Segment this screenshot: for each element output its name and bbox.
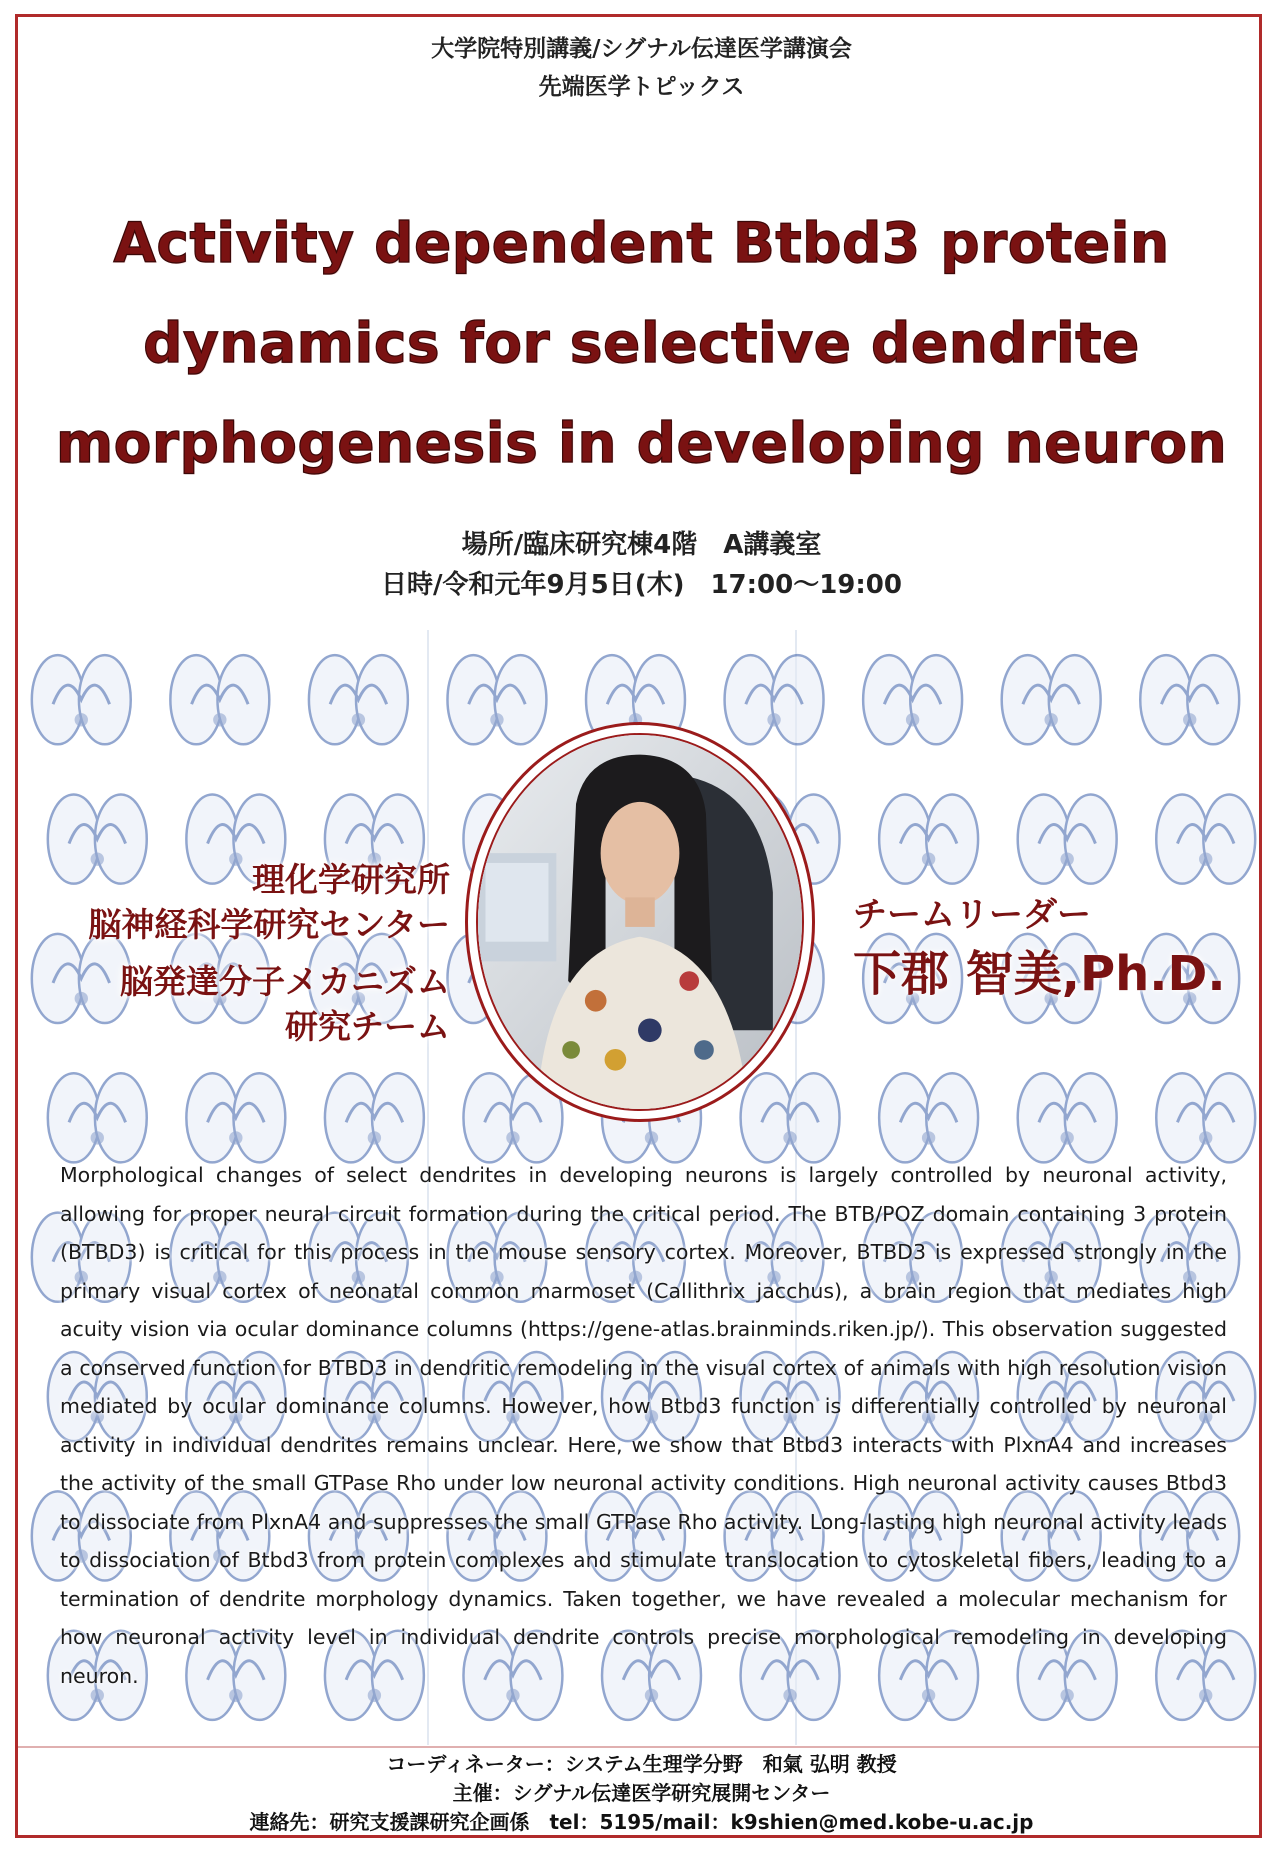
brain-section	[309, 655, 408, 744]
venue-place: 場所/臨床研究棟4階 A講義室	[461, 530, 822, 560]
speaker-affiliation	[88, 857, 450, 1049]
affiliation-line-2: 脳神経科学研究センター	[88, 905, 450, 944]
brain-section	[1156, 794, 1255, 883]
speaker-portrait-icon	[476, 733, 804, 1111]
speaker-photo-frame	[465, 722, 815, 1122]
event-footer	[0, 1750, 1283, 1837]
brain-section	[325, 1073, 424, 1162]
brain-section	[186, 1073, 285, 1162]
speaker-name: 下郡 智美,Ph.D.	[853, 946, 1226, 1002]
lecture-title-line-1: Activity dependent Btbd3 protein	[113, 211, 1170, 275]
lecture-abstract: Morphological changes of select dendrites in developing neurons is largely controlled by neuronal activity, allowing for proper neural circuit formation during the critical period. The BTB/POZ domain containing 3 protein (BTBD3) is critical for this process in the mouse sensory cortex. Moreover, BTBD3 is expressed strongly in the primary visual cortex of neonatal common marmoset (Callithrix jacchus), a brain region that mediates high acuity vision via ocular dominance columns (https://gene-atlas.brainminds.riken.jp/). This observation suggested a conserved function for BTBD3 in dendritic remodeling in the visual cortex of animals with high resolution vision mediated by ocular dominance columns. However, how Btbd3 function is differentially controlled by neuronal activity in individual dendrites remains unclear. Here, we show that Btbd3 interacts with PlxnA4 and increases the activity of the small GTPase Rho under low neuronal activity conditions. High neuronal activity causes Btbd3 to dissociate from PlxnA4 and suppresses the small GTPase Rho activity. Long-lasting high neuronal activity leads to dissociation of Btbd3 from protein complexes and stimulate translocation to cytoskeletal fibers, leading to a termination of dendrite morphology dynamics. Taken together, we have revealed a molecular mechanism for how neuronal activity level in individual dendrite controls precise morphological remodeling in developing neuron.	[60, 1163, 1227, 1688]
brain-section	[170, 655, 269, 744]
brain-section	[32, 655, 131, 744]
event-header	[0, 30, 1283, 106]
venue-datetime: 日時/令和元年9月5日(木) 17:00～19:00	[381, 570, 902, 600]
brain-section	[879, 794, 978, 883]
coordinator-line: コーディネーター：システム生理学分野 和氣 弘明 教授	[386, 1752, 897, 1776]
affiliation-line-4: 研究チーム	[285, 1007, 450, 1046]
brain-section	[1018, 1073, 1117, 1162]
brain-section	[1002, 655, 1101, 744]
event-series-title: 大学院特別講義/シグナル伝達医学講演会	[431, 36, 852, 62]
speaker-role: チームリーダー	[853, 895, 1091, 935]
lecture-title-line-3: morphogenesis in developing neuron	[55, 411, 1228, 475]
lecture-title	[40, 193, 1243, 493]
organizer-line: 主催：シグナル伝達医学研究展開センター	[452, 1781, 831, 1805]
event-subtitle: 先端医学トピックス	[538, 74, 745, 100]
footer-divider	[18, 1746, 1259, 1748]
brain-section	[1018, 794, 1117, 883]
brain-section	[725, 655, 824, 744]
affiliation-line-3: 脳発達分子メカニズム	[120, 962, 450, 1001]
brain-section	[1156, 1073, 1255, 1162]
brain-section	[48, 1073, 147, 1162]
brain-section	[741, 1073, 840, 1162]
brain-section	[863, 655, 962, 744]
contact-line: 連絡先：研究支援課研究企画係 tel：5195/mail：k9shien@med.kobe-u.ac.jp	[249, 1810, 1034, 1834]
brain-section	[879, 1073, 978, 1162]
brain-section	[447, 655, 546, 744]
venue-info	[0, 525, 1283, 605]
lecture-title-line-2: dynamics for selective dendrite	[143, 311, 1140, 375]
affiliation-line-1: 理化学研究所	[252, 860, 450, 899]
brain-section	[1140, 655, 1239, 744]
